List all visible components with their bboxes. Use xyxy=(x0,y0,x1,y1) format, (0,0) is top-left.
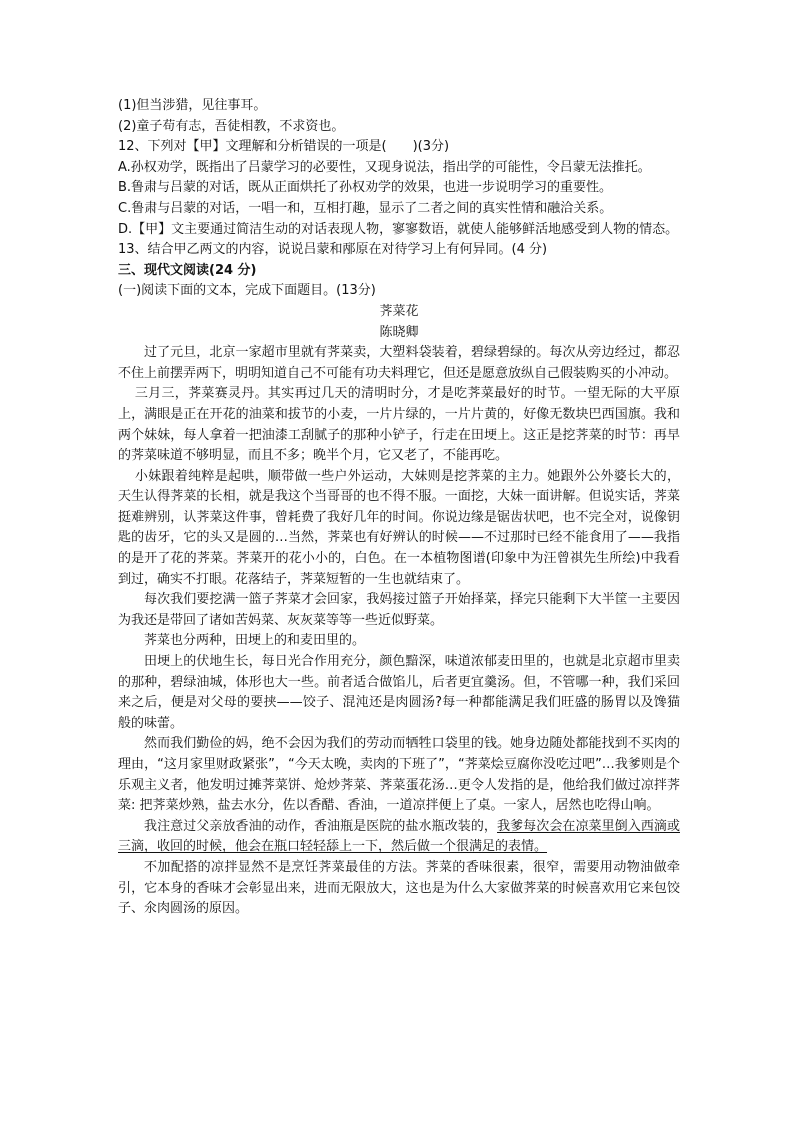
article-header xyxy=(118,302,680,343)
document-page xyxy=(118,96,680,920)
article-paragraph-2: 三月三，荠菜赛灵丹。其实再过几天的清明时分，才是吃荠菜最好的时节。一望无际的大平原上，满眼是正在开花的油菜和拔节的小麦，一片片绿的，一片片黄的，好像无数块巴西国旗。我和两个妹妹，每人拿着一把油漆工刮腻子的那种小铲子，行走在田埂上。这正是挖荠菜的时节：再早的荠菜味道不够明显，而且不多；晚半个月，它又老了，不能再吃。 xyxy=(118,386,680,464)
article-author: 陈晓卿 xyxy=(379,324,419,340)
underlined-sentence: 我爹每次会在凉菜里倒入西滴或三滴，收回的时候，他会在瓶口轻轻舔上一下，然后做一个很满足的表情。 xyxy=(118,818,680,855)
article-paragraph-5: 荠菜也分两种，田埂上的和麦田里的。 xyxy=(144,633,366,649)
article-paragraph-3: 小妹跟着纯粹是起哄，顺带做一些户外运动，大妹则是挖荠菜的主力。她跟外公外婆长大的，天生认得荠菜的长相，就是我这个当哥哥的也不得不服。一面挖，大妹一面讲解。但说实话，荠菜挺难辨别，认荠菜这件事，曾耗费了我好几年的时间。你说边缘是锯齿状吧，也不完全对，说像钥匙的齿牙，它的头又是圆的…当然，荠菜也有好辨认的时候——不过那时已经不能食用了——我指的是开了花的荠菜。荠菜开的花小小的，白色。在一本植物图谱(印象中为汪曾祺先生所绘)中我看到过，确实不打眼。花落结子，荠菜短暂的一生也就结束了。 xyxy=(118,468,680,587)
translation-item-1: (1)但当涉猎，见往事耳。 xyxy=(118,98,267,113)
question-13: 13、结合甲乙两文的内容，说说吕蒙和邴原在对待学习上有何异同。(4 分) xyxy=(118,242,548,258)
article-title: 荠菜花 xyxy=(379,303,419,319)
question-12-stem: 12、下列对【甲】文理解和分析错误的一项是( )(3分) xyxy=(118,139,450,155)
translation-item-2: (2)童子苟有志，吾徒相教，不求资也。 xyxy=(118,118,345,134)
article-paragraph-9: 不加配搭的凉拌显然不是烹饪荠菜最佳的方法。荠菜的香味很素，很窄，需要用动物油做牵引，它本身的香味才会彰显出来，进而无限放大，这也是为什么大家做荠菜的时候喜欢用它来包饺子、氽肉圆汤的原因。 xyxy=(118,859,680,917)
section-heading: 三、现代文阅读(24 分) xyxy=(118,262,257,278)
article-paragraph-4: 每次我们要挖满一篮子荠菜才会回家，我妈接过篮子开始择菜，择完只能剩下大半筐一主要因为我还是带回了诸如苦妈菜、灰灰菜等等一些近似野菜。 xyxy=(118,592,680,628)
article-paragraph-7: 然而我们勤俭的妈，绝不会因为我们的劳动而牺牲口袋里的钱。她身边随处都能找到不买肉的理由，“这月家里财政紧张”，“今天太晚，卖肉的下班了”，“荠菜烩豆腐你没吃过吧”…我爹则是个乐观主义者，他发明过摊荠菜饼、炝炒荠菜、荠菜蛋花汤…更令人发指的是，他给我们做过凉拌荠菜: 把荠菜炒熟，盐去水分，佐以香醋、香油，一道凉拌便上了桌。一家人，居然也吃得山响。 xyxy=(118,736,680,814)
question-12-option-a: A.孙权劝学，既指出了吕蒙学习的必要性，又现身说法，指出学的可能性，令吕蒙无法推托。 xyxy=(118,159,651,175)
article-paragraph-1: 过了元旦，北京一家超市里就有荠菜卖，大塑料袋装着，碧绿碧绿的。每次从旁边经过，都忍不住上前摆弄两下，明明知道自己不可能有功夫料理它，但还是愿意放纵自己假装购买的小冲动。 xyxy=(118,345,680,381)
paragraph-8-text: 我注意过父亲放香油的动作，香油瓶是医院的盐水瓶改装的， xyxy=(144,818,498,834)
article-paragraph-6: 田埂上的伏地生长，每日光合作用充分，颜色黯深，味道浓郁麦田里的，也就是北京超市里卖的那种，碧绿油城，体形也大一些。前者适合做馅儿，后者更宜羹汤。但，不管哪一种，我们采回来之后，便是对父母的要挟——饺子、混沌还是肉圆汤?每一种都能满足我们旺盛的肠胃以及馋猫般的味蕾。 xyxy=(118,654,680,731)
section-sub-heading: (一)阅读下面的文本，完成下面题目。(13分) xyxy=(118,283,376,299)
question-12-option-b: B.鲁肃与吕蒙的对话，既从正面烘托了孙权劝学的效果，也进一步说明学习的重要性。 xyxy=(118,180,613,196)
article-paragraph-8 xyxy=(118,817,680,858)
question-12-option-d: D.【甲】文主要通过简洁生动的对话表现人物，寥寥数语，就使人能够鲜活地感受到人物的情态。 xyxy=(118,221,679,237)
question-12-option-c: C.鲁肃与吕蒙的对话，一唱一和，互相打趣，显示了二者之间的真实性情和融洽关系。 xyxy=(118,200,613,216)
